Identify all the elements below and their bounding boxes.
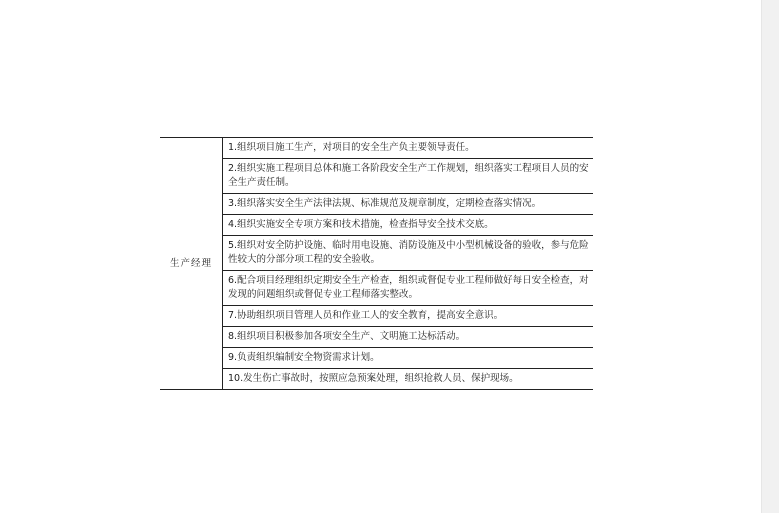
role-cell: [160, 138, 223, 390]
duty-item-4: 4.组织实施安全专项方案和技术措施，检查指导安全技术交底。: [223, 215, 594, 236]
duty-item-2: 2.组织实施工程项目总体和施工各阶段安全生产工作规划，组织落实工程项目人员的安全生产责任制。: [223, 159, 594, 194]
responsibility-table: [160, 137, 593, 390]
duty-item-9: 9.负责组织编制安全物资需求计划。: [223, 348, 594, 369]
table-row: [160, 369, 593, 390]
duty-item-6: 6.配合项目经理组织定期安全生产检查，组织或督促专业工程师做好每日安全检查，对发现的问题组织或督促专业工程师落实整改。: [223, 271, 594, 306]
duty-item-1: 1.组织项目施工生产，对项目的安全生产负主要领导责任。: [223, 138, 594, 159]
table-row: [160, 306, 593, 327]
duty-item-5: 5.组织对安全防护设施、临时用电设施、消防设施及中小型机械设备的验收，参与危险性较大的分部分项工程的安全验收。: [223, 236, 594, 271]
table-row: [160, 271, 593, 306]
table-row: [160, 236, 593, 271]
duty-item-10: 10.发生伤亡事故时，按照应急预案处理，组织抢救人员、保护现场。: [228, 373, 519, 384]
duty-item-3: 3.组织落实安全生产法律法规、标准规范及规章制度，定期检查落实情况。: [223, 194, 594, 215]
table-row: [160, 138, 593, 159]
duty-item-7: 7.协助组织项目管理人员和作业工人的安全教育，提高安全意识。: [223, 306, 594, 327]
vertical-scrollbar[interactable]: [761, 0, 779, 513]
duty-item-8: 8.组织项目积极参加各项安全生产、文明施工达标活动。: [223, 327, 594, 348]
table-row: [160, 348, 593, 369]
table-row: [160, 159, 593, 194]
table-row: [160, 194, 593, 215]
table-row: [160, 215, 593, 236]
table-row: [160, 327, 593, 348]
role-label: 生产经理: [169, 257, 212, 269]
